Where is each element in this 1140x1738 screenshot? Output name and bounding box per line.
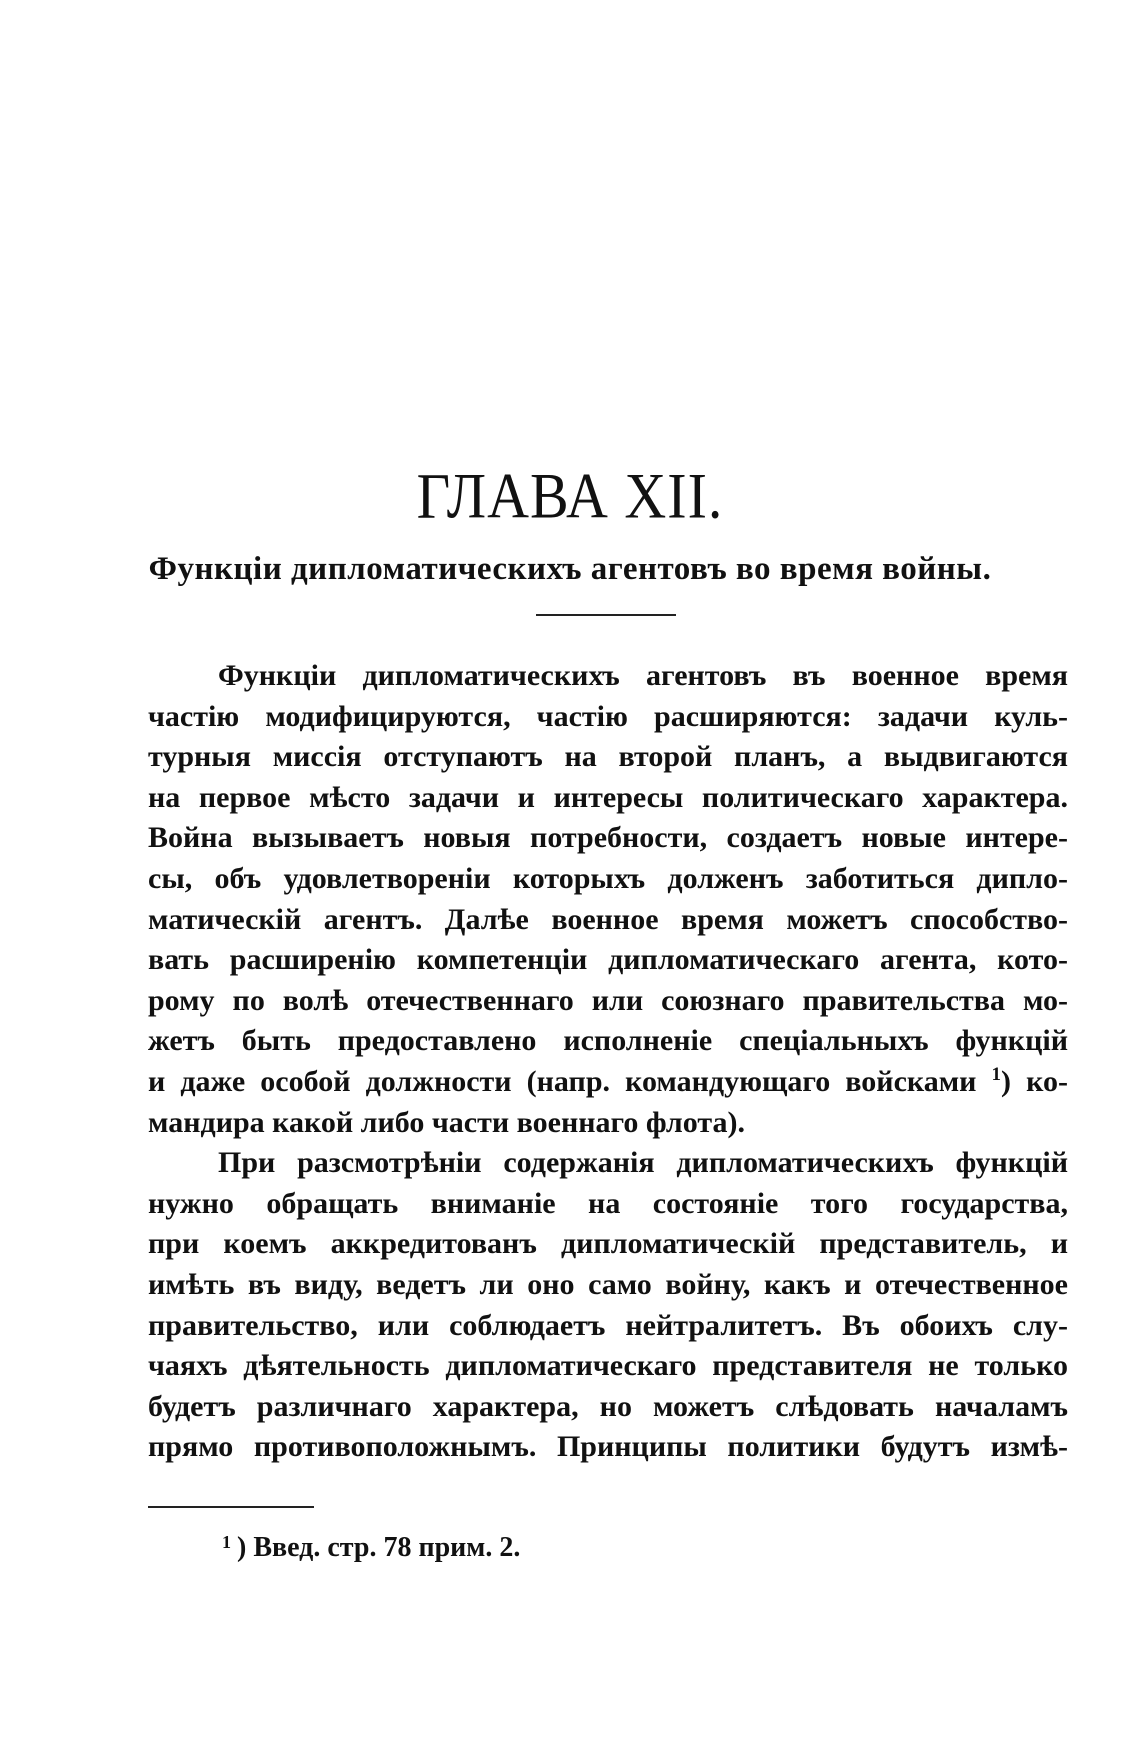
text-line: чаяхъ дѣятельность дипломатическаго представителя не только — [148, 1349, 1068, 1383]
text-line: частію модифицируются, частію расширяются: задачи куль- — [148, 699, 1068, 733]
title-divider — [536, 614, 676, 616]
footnote-divider — [148, 1506, 314, 1508]
text-line: нужно обращать вниманіе на состояніе того государства, — [148, 1186, 1068, 1220]
text-line: матическій агентъ. Далѣе военное время можетъ способство- — [148, 902, 1068, 936]
text-line: турныя миссія отступаютъ на второй планъ, а выдвигаются — [148, 740, 1068, 774]
footnote-reference[interactable]: 1 — [991, 1063, 1002, 1085]
paragraph-1 — [148, 656, 1068, 1143]
text-line: рому по волѣ отечественнаго или союзнаго правительства мо- — [148, 983, 1068, 1017]
text-line: сы, объ удовлетвореніи которыхъ долженъ заботиться дипло- — [148, 861, 1068, 895]
text-line-with-footnote-ref — [148, 1062, 1068, 1103]
chapter-title: ГЛАВА XII. — [416, 459, 724, 532]
footnote-marker: 1 — [222, 1532, 231, 1552]
text-line: будетъ различнаго характера, но можетъ слѣдовать началамъ — [148, 1389, 1068, 1423]
chapter-subtitle: Функціи дипломатическихъ агентовъ во время войны. — [148, 551, 992, 587]
text-line: жетъ быть предоставлено исполненіе спеціальныхъ функцій — [148, 1024, 1068, 1058]
text-line: мандира какой либо части военнаго флота). — [148, 1105, 745, 1139]
text-line: Война вызываетъ новыя потребности, создаетъ новые интере- — [148, 821, 1068, 855]
text-line: Функціи дипломатическихъ агентовъ въ военное время — [218, 659, 1068, 692]
text-line: правительство, или соблюдаетъ нейтралитетъ. Въ обоихъ слу- — [148, 1308, 1068, 1342]
body-text — [148, 656, 1068, 1468]
footnote-text: ) Введ. стр. 78 прим. 2. — [237, 1532, 521, 1563]
text-line: при коемъ аккредитованъ дипломатическій представитель, и — [148, 1227, 1068, 1261]
text-line: При разсмотрѣніи содержанія дипломатическихъ функцій — [218, 1146, 1068, 1180]
text-line-head: и даже особой должности (напр. командующаго войсками — [148, 1064, 977, 1098]
text-line: вать расширенію компетенціи дипломатическаго агента, кото- — [148, 943, 1068, 977]
text-line: прямо противоположнымъ. Принципы политики будутъ измѣ- — [148, 1430, 1068, 1464]
paragraph-2 — [148, 1143, 1068, 1468]
text-line: на первое мѣсто задачи и интересы политическаго характера. — [148, 780, 1068, 814]
footnote — [222, 1532, 520, 1564]
text-line: имѣть въ виду, ведетъ ли оно само войну, какъ и отечественное — [148, 1267, 1068, 1301]
text-line-tail: ) ко- — [1001, 1064, 1068, 1098]
